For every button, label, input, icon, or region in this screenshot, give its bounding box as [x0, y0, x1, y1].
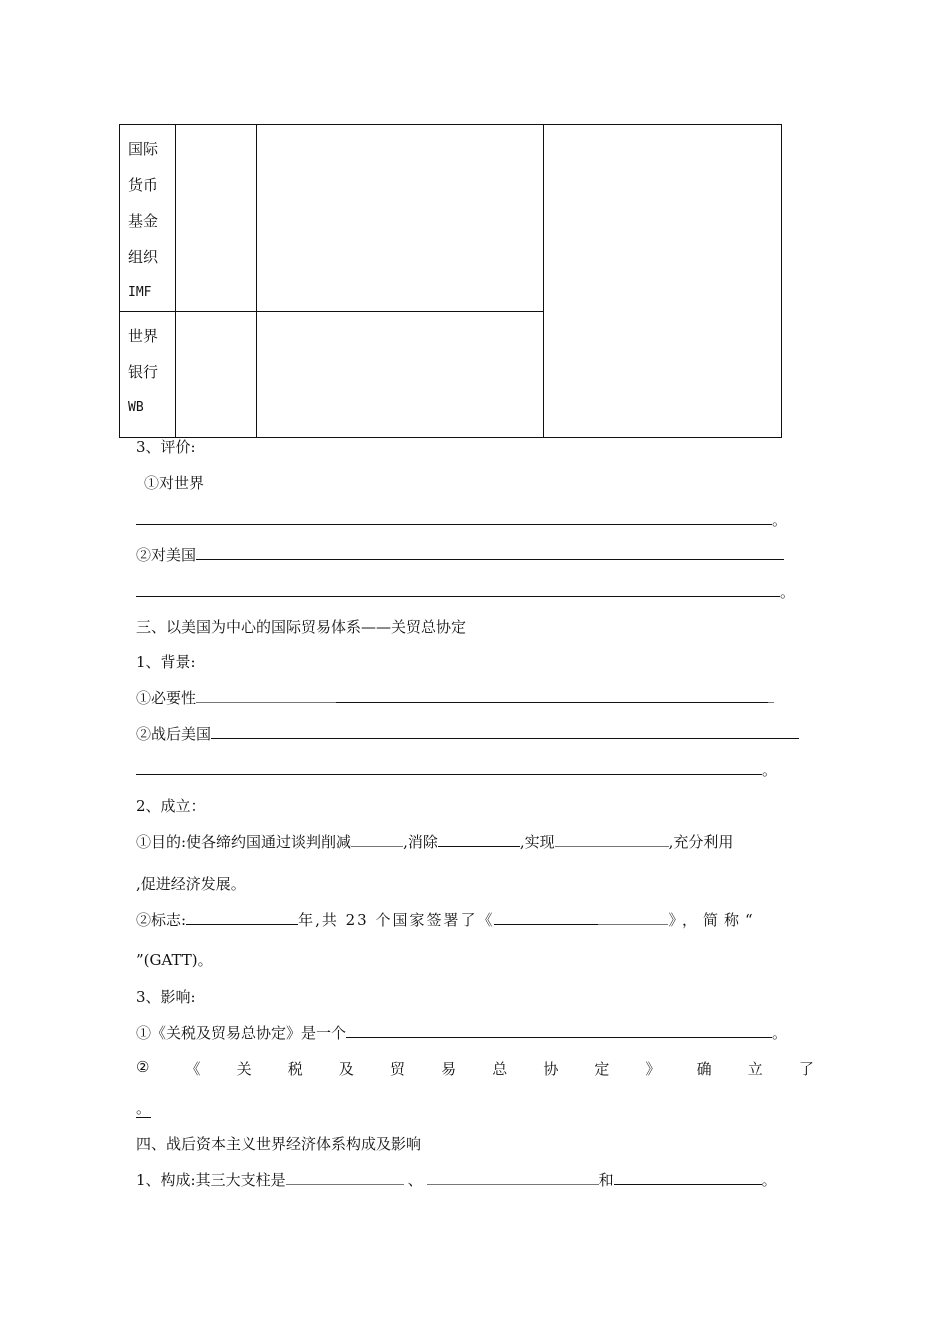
- cell-text-line: 组织: [128, 248, 159, 266]
- eval-item-world-label: ①对世界: [144, 474, 205, 492]
- fill-in-blank[interactable]: [286, 1170, 404, 1185]
- section4-compose: [136, 1170, 777, 1190]
- table-row: [120, 125, 782, 312]
- impact-item2-char: 税: [287, 1060, 303, 1078]
- impact-item2-char: 关: [236, 1060, 252, 1078]
- purpose-text: ,充分利用: [668, 833, 734, 851]
- impact-item2-char: 贸: [389, 1060, 405, 1078]
- cell-text-line: 基金: [128, 212, 159, 230]
- establish-purpose-cont: ,促进经济发展。: [136, 875, 246, 893]
- impact-item2-char: 《: [185, 1060, 201, 1078]
- period: 。: [772, 1024, 788, 1042]
- fill-in-blank[interactable]: [336, 688, 768, 703]
- table-cell-empty: [257, 125, 544, 312]
- table-cell-empty: [176, 125, 257, 312]
- eval-item-world-blank-line: [136, 510, 787, 530]
- mark-text: 》，简称“: [668, 911, 759, 929]
- fill-in-blank[interactable]: [598, 910, 668, 925]
- period: 。: [761, 1171, 777, 1189]
- establish-heading: 2、成立：: [136, 797, 206, 815]
- purpose-text: ,消除: [403, 833, 438, 851]
- eval-item-us-blank-line: [136, 582, 795, 602]
- postwar-us-label: ②战后美国: [136, 725, 212, 743]
- cell-text-line: 货币: [128, 176, 159, 194]
- fill-in-blank[interactable]: [438, 832, 520, 847]
- impact-item2-char: 》: [645, 1060, 661, 1078]
- fill-in-blank[interactable]: [196, 688, 336, 703]
- period: 。: [780, 583, 796, 601]
- cell-text-line: WB: [128, 400, 144, 415]
- impact-item2-char: 协: [543, 1060, 559, 1078]
- impact-heading: 3、影响:: [136, 988, 196, 1006]
- impact-item1: [136, 1023, 787, 1043]
- background-item-us-blank-line: [136, 760, 777, 780]
- compose-label: 1、构成:其三大支柱是: [136, 1171, 286, 1189]
- eval-item-us: [136, 545, 784, 565]
- table-cell-empty-merged: [544, 125, 782, 438]
- fill-in-blank[interactable]: [351, 832, 403, 847]
- mark-label: ②标志:: [136, 911, 187, 929]
- table-cell-empty: [257, 312, 544, 438]
- fill-in-blank[interactable]: [136, 582, 780, 597]
- purpose-text: ,实现: [519, 833, 555, 851]
- impact-item2-char: ②: [136, 1058, 150, 1076]
- fill-in-blank[interactable]: [555, 832, 669, 847]
- cell-text-line: 国际: [128, 140, 159, 158]
- establish-purpose: [136, 832, 733, 852]
- background-item-us: [136, 724, 799, 744]
- fill-in-blank[interactable]: [427, 1170, 599, 1185]
- period: 。: [136, 1099, 152, 1117]
- establish-mark: [136, 910, 759, 930]
- table-cell-name: [120, 125, 176, 312]
- mark-text: 年,共 23 个国家签署了《: [298, 911, 495, 929]
- impact-item2: [136, 1058, 814, 1079]
- separator: 、: [407, 1171, 423, 1189]
- section4-heading: 四、战后资本主义世界经济体系构成及影响: [136, 1135, 422, 1153]
- table-cell-name: [120, 312, 176, 438]
- eval-heading: 3、评价:: [136, 438, 196, 456]
- period: 。: [762, 761, 778, 779]
- establish-mark-cont: ”(GATT)。: [136, 951, 213, 969]
- necessity-label: ①必要性: [136, 689, 197, 707]
- cell-text-line: IMF: [128, 285, 152, 300]
- period: 。: [772, 511, 788, 529]
- impact-item2-char: 易: [441, 1060, 457, 1078]
- fill-in-blank[interactable]: [346, 1023, 772, 1038]
- separator: 和: [598, 1171, 614, 1189]
- impact-item2-char: 确: [696, 1060, 712, 1078]
- fill-in-blank[interactable]: [768, 688, 774, 703]
- impact-item1-label: ①《关税及贸易总协定》是一个: [136, 1024, 347, 1042]
- cell-text-line: 银行: [128, 363, 159, 381]
- purpose-label: ①目的:使各缔约国通过谈判削减: [136, 833, 352, 851]
- fill-in-blank[interactable]: [136, 510, 772, 525]
- impact-item2-blank-line: [136, 1098, 151, 1118]
- cell-text-line: 世界: [128, 327, 159, 345]
- impact-item2-char: 总: [492, 1060, 508, 1078]
- fill-in-blank[interactable]: [614, 1170, 762, 1185]
- organizations-table: [119, 124, 782, 438]
- fill-in-blank[interactable]: [494, 910, 598, 925]
- fill-in-blank[interactable]: [186, 910, 298, 925]
- impact-item2-char: 及: [338, 1060, 354, 1078]
- table-cell-empty: [176, 312, 257, 438]
- eval-item-us-label: ②对美国: [136, 546, 197, 564]
- impact-item2-char: 了: [798, 1060, 814, 1078]
- fill-in-blank[interactable]: [196, 545, 784, 560]
- background-heading: 1、背景:: [136, 653, 196, 671]
- section3-heading: 三、以美国为中心的国际贸易体系——关贸总协定: [136, 618, 467, 636]
- impact-item2-char: 定: [594, 1060, 610, 1078]
- fill-in-blank[interactable]: [136, 760, 762, 775]
- background-item-necessity: [136, 688, 774, 708]
- impact-item2-char: 立: [747, 1060, 763, 1078]
- fill-in-blank[interactable]: [211, 724, 799, 739]
